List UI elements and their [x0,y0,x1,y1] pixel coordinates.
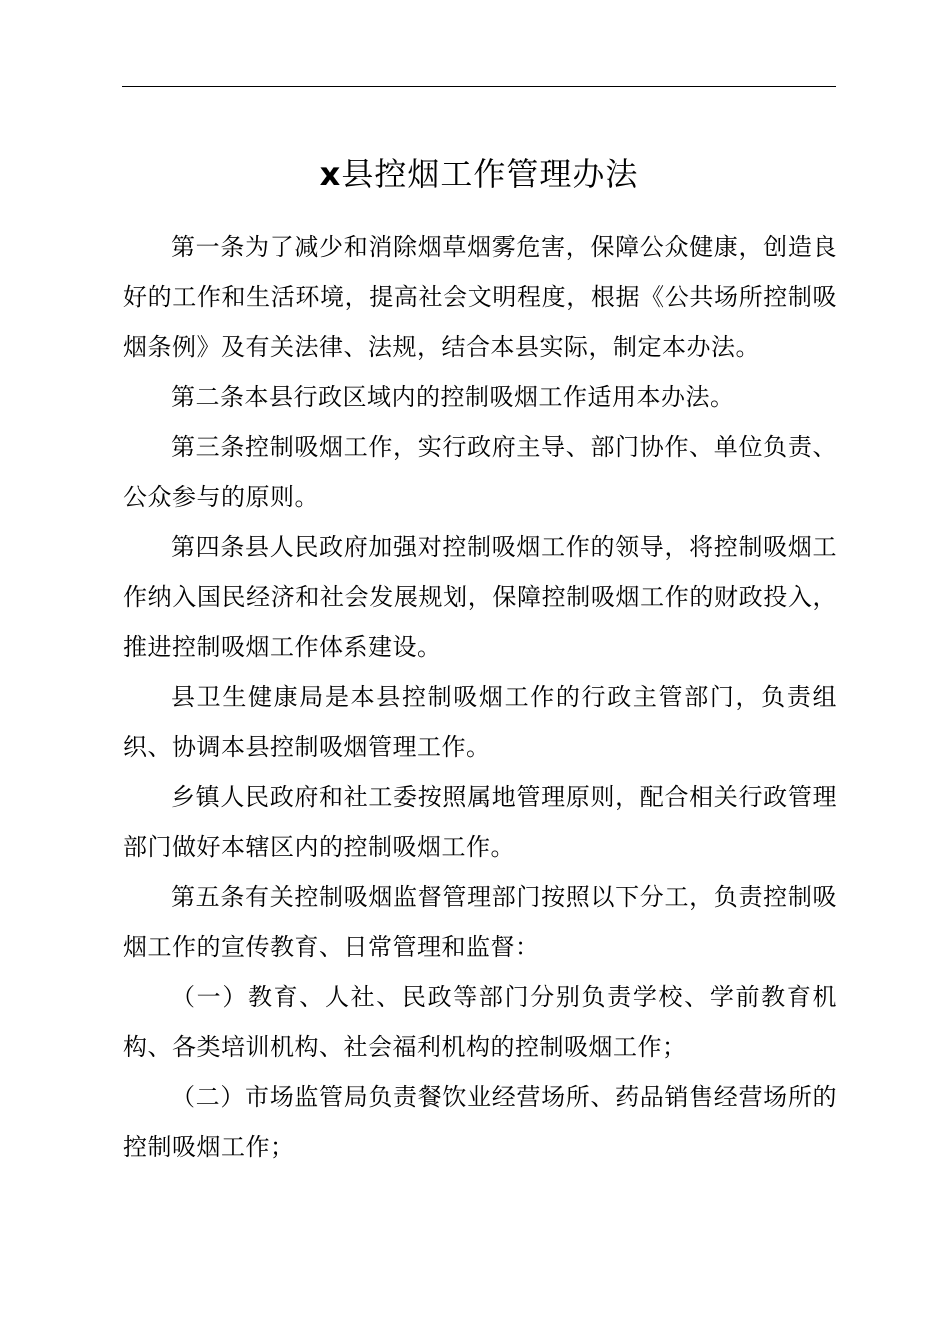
paragraph-item-2: （二）市场监管局负责餐饮业经营场所、药品销售经营场所的控制吸烟工作； [123,1083,837,1161]
page-title [122,148,836,200]
paragraph-article-5: 第五条有关控制吸烟监督管理部门按照以下分工，负责控制吸烟工作的宣传教育、日常管理和监督： [123,883,837,961]
paragraph-article-3: 第三条控制吸烟工作，实行政府主导、部门协作、单位负责、公众参与的原则。 [123,433,837,511]
paragraph-health-bureau: 县卫生健康局是本县控制吸烟工作的行政主管部门，负责组织、协调本县控制吸烟管理工作。 [123,683,837,761]
paragraph-township: 乡镇人民政府和社工委按照属地管理原则，配合相关行政管理部门做好本辖区内的控制吸烟工作。 [123,783,837,861]
header-rule [122,86,836,87]
document-body [123,222,837,1172]
paragraph-item-1: （一）教育、人社、民政等部门分别负责学校、学前教育机构、各类培训机构、社会福利机构的控制吸烟工作； [123,983,837,1061]
paragraph-article-4: 第四条县人民政府加强对控制吸烟工作的领导，将控制吸烟工作纳入国民经济和社会发展规划，保障控制吸烟工作的财政投入，推进控制吸烟工作体系建设。 [123,533,837,661]
title-main: 县控烟工作管理办法 [341,155,639,193]
title-prefix: x [319,155,342,193]
paragraph-article-1: 第一条为了减少和消除烟草烟雾危害，保障公众健康，创造良好的工作和生活环境，提高社会文明程度，根据《公共场所控制吸烟条例》及有关法律、法规，结合本县实际，制定本办法。 [123,233,837,361]
paragraph-article-2: 第二条本县行政区域内的控制吸烟工作适用本办法。 [171,383,735,411]
